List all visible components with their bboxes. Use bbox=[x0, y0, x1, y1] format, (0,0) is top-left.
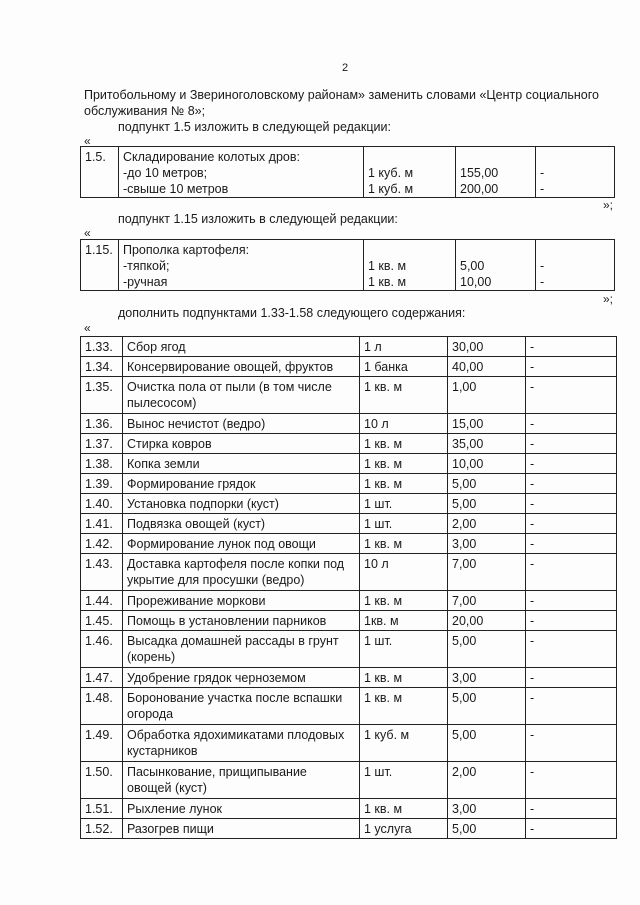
row-number: 1.35. bbox=[81, 377, 123, 414]
row-price: 5,00 bbox=[448, 725, 526, 762]
row-extra: - bbox=[526, 514, 617, 534]
row-name bbox=[123, 454, 360, 474]
row-unit: 1 кв. м bbox=[360, 454, 448, 474]
row-name bbox=[123, 631, 360, 668]
section3-heading: дополнить подпунктами 1.33-1.58 следующего содержания: bbox=[118, 306, 466, 320]
row-number: 1.38. bbox=[81, 454, 123, 474]
row-unit: 1 кв. м bbox=[360, 377, 448, 414]
row-unit: 1 кв. м bbox=[360, 534, 448, 554]
table-row bbox=[81, 377, 617, 414]
row-name bbox=[123, 494, 360, 514]
row-extra: - bbox=[526, 799, 617, 819]
row-price: 5,00 bbox=[448, 631, 526, 668]
open-quote-1: « bbox=[84, 134, 91, 148]
table-section-2 bbox=[80, 239, 615, 291]
table-section-1 bbox=[80, 146, 615, 198]
row-number: 1.49. bbox=[81, 725, 123, 762]
row-name-line: укрытие для просушки (ведро) bbox=[127, 573, 305, 587]
row-name-line: Копка земли bbox=[127, 457, 200, 471]
table-row bbox=[81, 240, 615, 291]
row-name-line: Формирование лунок под овощи bbox=[127, 537, 316, 551]
row-number: 1.15. bbox=[81, 240, 119, 291]
row-extra: - bbox=[526, 631, 617, 668]
row-price: 20,00 bbox=[448, 611, 526, 631]
row-name-line: кустарников bbox=[127, 744, 198, 758]
open-quote-2: « bbox=[84, 226, 91, 240]
row-price: 7,00 bbox=[448, 554, 526, 591]
row-unit: 1 кв. м bbox=[360, 688, 448, 725]
row-price: 3,00 bbox=[448, 534, 526, 554]
row-number: 1.52. bbox=[81, 819, 123, 839]
row-price: 5,00 bbox=[448, 688, 526, 725]
row-number: 1.36. bbox=[81, 414, 123, 434]
row-name bbox=[123, 337, 360, 357]
row-unit: 1 кв. м bbox=[360, 668, 448, 688]
row-unit: 1кв. м bbox=[360, 611, 448, 631]
row-name-line: Сбор ягод bbox=[127, 340, 186, 354]
table-row bbox=[81, 611, 617, 631]
row-name-line: Установка подпорки (куст) bbox=[127, 497, 279, 511]
table-row bbox=[81, 762, 617, 799]
row-name-line: Боронование участка после вспашки bbox=[127, 691, 343, 705]
row-name bbox=[123, 357, 360, 377]
row-extra: - bbox=[526, 819, 617, 839]
table-row bbox=[81, 474, 617, 494]
row-number: 1.33. bbox=[81, 337, 123, 357]
row-number: 1.45. bbox=[81, 611, 123, 631]
table-row bbox=[81, 337, 617, 357]
row-number: 1.42. bbox=[81, 534, 123, 554]
close-mark-1: »; bbox=[603, 198, 614, 212]
row-price: 40,00 bbox=[448, 357, 526, 377]
table-row bbox=[81, 454, 617, 474]
row-unit: 10 л bbox=[360, 554, 448, 591]
row-name bbox=[123, 514, 360, 534]
row-price: 15,00 bbox=[448, 414, 526, 434]
row-unit: 1 шт. bbox=[360, 494, 448, 514]
row-name-line: Рыхление лунок bbox=[127, 802, 222, 816]
row-name-line: Стирка ковров bbox=[127, 437, 212, 451]
row-name bbox=[123, 554, 360, 591]
row-unit: 1 куб. м 1 куб. м bbox=[364, 147, 456, 198]
row-unit: 1 кв. м bbox=[360, 591, 448, 611]
row-number: 1.46. bbox=[81, 631, 123, 668]
row-unit: 1 шт. bbox=[360, 514, 448, 534]
row-extra: - bbox=[526, 688, 617, 725]
row-price: 5,00 bbox=[448, 819, 526, 839]
row-extra: - bbox=[526, 377, 617, 414]
row-name-line: Прореживание моркови bbox=[127, 594, 266, 608]
row-unit: 1 л bbox=[360, 337, 448, 357]
row-name bbox=[123, 534, 360, 554]
row-extra: - bbox=[526, 414, 617, 434]
row-price: 5,00 10,00 bbox=[456, 240, 536, 291]
table-row bbox=[81, 819, 617, 839]
row-name-line: Разогрев пищи bbox=[127, 822, 214, 836]
row-extra: - bbox=[526, 554, 617, 591]
row-number: 1.47. bbox=[81, 668, 123, 688]
row-unit: 1 кв. м bbox=[360, 434, 448, 454]
row-unit: 1 шт. bbox=[360, 631, 448, 668]
row-price: 35,00 bbox=[448, 434, 526, 454]
table-row bbox=[81, 631, 617, 668]
row-price: 2,00 bbox=[448, 514, 526, 534]
table-row bbox=[81, 534, 617, 554]
table-row bbox=[81, 799, 617, 819]
row-name-line: пылесосом) bbox=[127, 396, 197, 410]
row-name bbox=[123, 762, 360, 799]
row-extra: - bbox=[526, 494, 617, 514]
section2-heading: подпункт 1.15 изложить в следующей редакции: bbox=[118, 212, 398, 226]
table-row bbox=[81, 514, 617, 534]
table-section-3 bbox=[80, 336, 617, 839]
row-price: 30,00 bbox=[448, 337, 526, 357]
row-number: 1.41. bbox=[81, 514, 123, 534]
row-number: 1.48. bbox=[81, 688, 123, 725]
row-price: 155,00 200,00 bbox=[456, 147, 536, 198]
row-price: 5,00 bbox=[448, 494, 526, 514]
row-extra: - bbox=[526, 668, 617, 688]
row-price: 2,00 bbox=[448, 762, 526, 799]
row-name bbox=[123, 819, 360, 839]
row-name bbox=[123, 377, 360, 414]
row-name bbox=[123, 725, 360, 762]
row-name-line: Очистка пола от пыли (в том числе bbox=[127, 380, 332, 394]
row-name: Прополка картофеля: -тяпкой; -ручная bbox=[119, 240, 364, 291]
table-row bbox=[81, 554, 617, 591]
row-name bbox=[123, 611, 360, 631]
row-name bbox=[123, 799, 360, 819]
row-unit: 1 кв. м bbox=[360, 799, 448, 819]
row-number: 1.39. bbox=[81, 474, 123, 494]
table-row bbox=[81, 494, 617, 514]
row-price: 7,00 bbox=[448, 591, 526, 611]
row-name bbox=[123, 434, 360, 454]
row-unit: 1 банка bbox=[360, 357, 448, 377]
row-name-line: огорода bbox=[127, 707, 174, 721]
row-extra: - bbox=[526, 611, 617, 631]
row-name bbox=[123, 474, 360, 494]
row-price: 3,00 bbox=[448, 799, 526, 819]
row-name bbox=[123, 688, 360, 725]
row-price: 1,00 bbox=[448, 377, 526, 414]
table-row bbox=[81, 688, 617, 725]
row-extra: - bbox=[526, 454, 617, 474]
row-extra: - bbox=[526, 357, 617, 377]
intro-line-1: Притобольному и Звериноголовскому районам» заменить словами «Центр социального bbox=[84, 88, 599, 102]
row-unit: 1 услуга bbox=[360, 819, 448, 839]
row-unit: 1 шт. bbox=[360, 762, 448, 799]
row-number: 1.44. bbox=[81, 591, 123, 611]
row-unit: 1 куб. м bbox=[360, 725, 448, 762]
row-extra: - bbox=[526, 434, 617, 454]
row-extra: - bbox=[526, 474, 617, 494]
row-name-line: Удобрение грядок черноземом bbox=[127, 671, 306, 685]
table-row bbox=[81, 434, 617, 454]
row-name-line: Подвязка овощей (куст) bbox=[127, 517, 266, 531]
row-extra: - bbox=[526, 591, 617, 611]
table-row bbox=[81, 668, 617, 688]
table-row bbox=[81, 357, 617, 377]
row-number: 1.34. bbox=[81, 357, 123, 377]
open-quote-3: « bbox=[84, 321, 91, 335]
row-extra: - - bbox=[536, 147, 615, 198]
close-mark-2: »; bbox=[603, 292, 614, 306]
row-name-line: Обработка ядохимикатами плодовых bbox=[127, 728, 345, 742]
row-name-line: Консервирование овощей, фруктов bbox=[127, 360, 334, 374]
row-name-line: Помощь в установлении парников bbox=[127, 614, 327, 628]
row-name-line: Пасынкование, прищипывание bbox=[127, 765, 307, 779]
table-row bbox=[81, 414, 617, 434]
row-number: 1.5. bbox=[81, 147, 119, 198]
row-name-line: (корень) bbox=[127, 650, 176, 664]
section1-heading: подпункт 1.5 изложить в следующей редакции: bbox=[118, 120, 391, 134]
row-extra: - bbox=[526, 534, 617, 554]
row-unit: 10 л bbox=[360, 414, 448, 434]
table-row bbox=[81, 725, 617, 762]
intro-line-2: обслуживания № 8»; bbox=[84, 104, 206, 118]
row-name: Складирование колотых дров: -до 10 метров; -свыше 10 метров bbox=[119, 147, 364, 198]
row-unit: 1 кв. м bbox=[360, 474, 448, 494]
row-number: 1.37. bbox=[81, 434, 123, 454]
row-number: 1.40. bbox=[81, 494, 123, 514]
row-price: 5,00 bbox=[448, 474, 526, 494]
row-price: 10,00 bbox=[448, 454, 526, 474]
row-name-line: Вынос нечистот (ведро) bbox=[127, 417, 266, 431]
row-name-line: Доставка картофеля после копки под bbox=[127, 557, 345, 571]
table-row bbox=[81, 147, 615, 198]
row-extra: - bbox=[526, 762, 617, 799]
row-price: 3,00 bbox=[448, 668, 526, 688]
row-number: 1.51. bbox=[81, 799, 123, 819]
row-name bbox=[123, 414, 360, 434]
row-name-line: Высадка домашней рассады в грунт bbox=[127, 634, 339, 648]
row-extra: - bbox=[526, 725, 617, 762]
row-extra: - bbox=[526, 337, 617, 357]
row-number: 1.43. bbox=[81, 554, 123, 591]
row-name-line: Формирование грядок bbox=[127, 477, 256, 491]
row-number: 1.50. bbox=[81, 762, 123, 799]
row-name bbox=[123, 668, 360, 688]
page-number: 2 bbox=[342, 62, 349, 74]
table-row bbox=[81, 591, 617, 611]
row-name-line: овощей (куст) bbox=[127, 781, 207, 795]
row-extra: - - bbox=[536, 240, 615, 291]
row-unit: 1 кв. м 1 кв. м bbox=[364, 240, 456, 291]
row-name bbox=[123, 591, 360, 611]
